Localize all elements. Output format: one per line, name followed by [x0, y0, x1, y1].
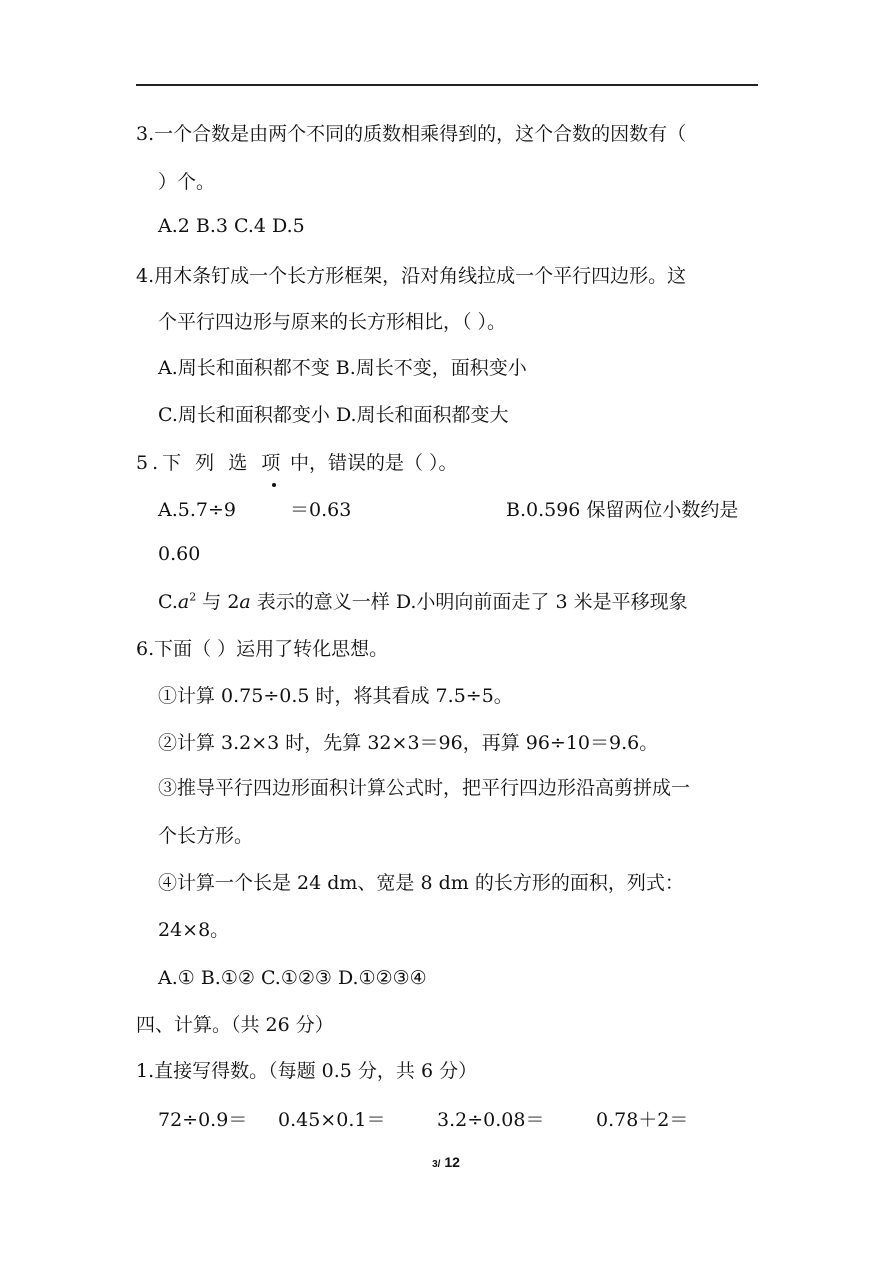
- emphasis-dot: [272, 483, 276, 487]
- q6-item-4-line2: 24×8。: [158, 919, 230, 941]
- q6-item-3-line2: 个长方形。: [158, 825, 254, 847]
- q3-line1: 3.一个合数是由两个不同的质数相乘得到的，这个合数的因数有（: [136, 123, 687, 145]
- header-rule: [136, 84, 758, 86]
- section-4-sub-1: 1.直接写得数。（每题 0.5 分，共 6 分）: [136, 1060, 478, 1082]
- q3-line2: ）个。: [158, 171, 216, 193]
- q3-options: A.2 B.3 C.4 D.5: [158, 215, 305, 237]
- calc-item: 3.2÷0.08＝: [437, 1109, 545, 1131]
- q6-item-2: ②计算 3.2×3 时，先算 32×3＝96，再算 96÷10＝9.6。: [158, 732, 659, 754]
- q6-stem: 6.下面（ ）运用了转化思想。: [136, 638, 389, 660]
- calc-item: 0.45×0.1＝: [278, 1109, 386, 1131]
- q6-options: A.① B.①② C.①②③ D.①②③④: [158, 967, 427, 989]
- q5-stem-left: 5.下 列 选 项: [136, 452, 285, 474]
- q6-item-4-line1: ④计算一个长是 24 dm、宽是 8 dm 的长方形的面积，列式：: [158, 872, 684, 894]
- q6-item-1: ①计算 0.75÷0.5 时，将其看成 7.5÷5。: [158, 685, 513, 707]
- calc-item: 0.78＋2＝: [596, 1109, 689, 1131]
- section-4-title: 四、计算。（共 26 分）: [136, 1014, 334, 1036]
- q4-line2: 个平行四边形与原来的长方形相比，（ ）。: [158, 311, 507, 333]
- q5-option-a-right: ＝0.63: [290, 499, 352, 521]
- q4-options-cd: C.周长和面积都变小 D.周长和面积都变大: [158, 404, 509, 426]
- q5-option-b-cont: 0.60: [158, 543, 201, 565]
- q4-options-ab: A.周长和面积都不变 B.周长不变，面积变小: [158, 357, 527, 379]
- q5-option-b: B.0.596 保留两位小数约是: [506, 499, 739, 521]
- q6-item-3-line1: ③推导平行四边形面积计算公式时，把平行四边形沿高剪拼成一: [158, 777, 691, 799]
- q5-option-a-left: A.5.7÷9: [158, 499, 236, 521]
- page-number: 3/ 12: [432, 1154, 460, 1170]
- q5-option-cd: $C.a^2$ 与 2a 表示的意义一样 D.小明向前面走了 3 米是平移现象: [158, 590, 688, 613]
- calc-item: 72÷0.9＝: [158, 1109, 248, 1131]
- q4-line1: 4.用木条钉成一个长方形框架，沿对角线拉成一个平行四边形。这: [136, 265, 687, 287]
- q5-stem-right: 中，错误的是（ ）。: [290, 452, 458, 474]
